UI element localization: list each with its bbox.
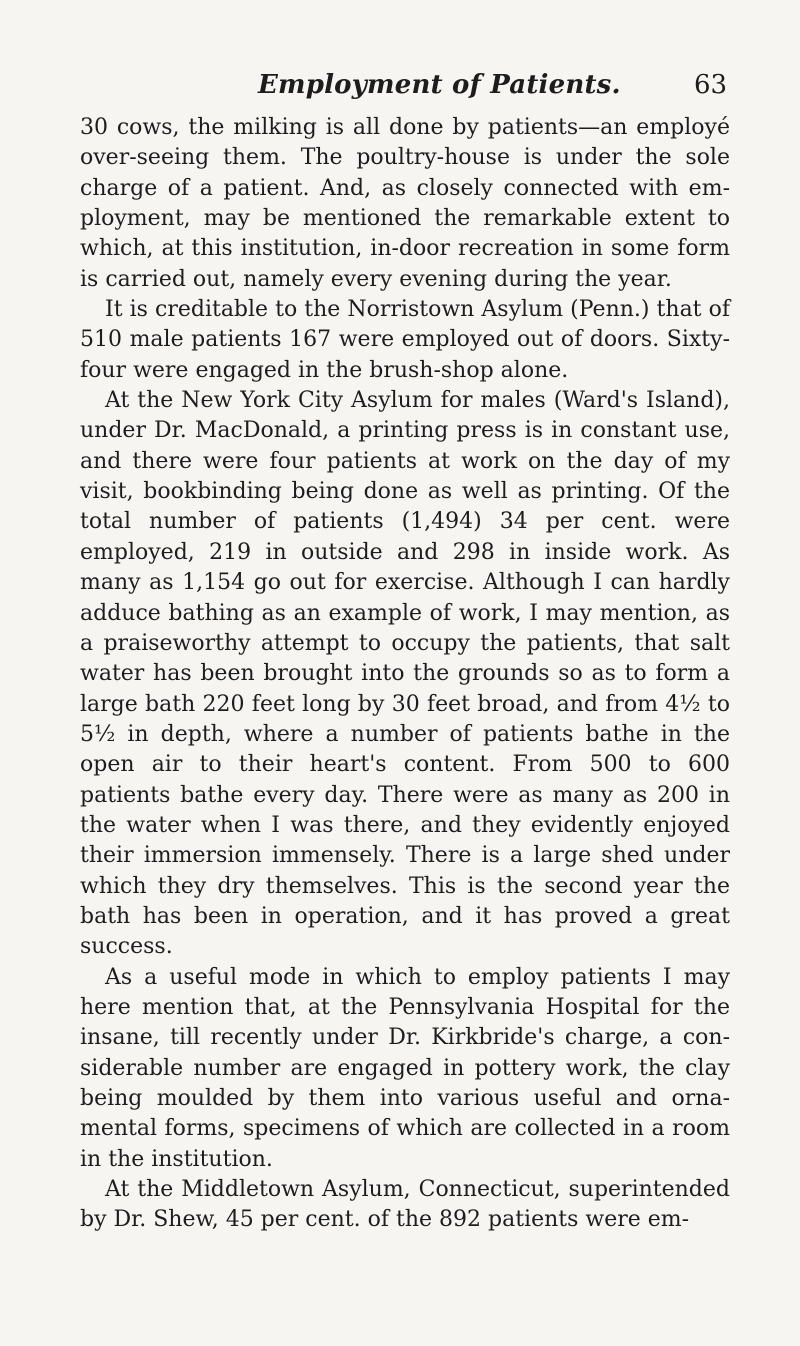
page-number: 63: [694, 70, 728, 100]
running-header: [0, 70, 800, 106]
paragraph-cows: 30 cows, the milking is all done by patients—an employé over-seeing them. The poultry-house is under the sole charge of a patient. And, as closely connected with employment, may be mentioned the remarkable extent to which, at this institution, in-door recreation in some form is carried out, namely every evening during the year.: [80, 115, 730, 292]
body-text: [80, 113, 730, 1236]
paragraph-pennsylvania: As a useful mode in which to employ patients I may here mention that, at the Pennsylvania Hospital for the insane, till recently under Dr. Kirkbride's charge, a considerable number are engaged in pottery work, the clay being moulded by them into various useful and ornamental forms, specimens of which are collected in a room in the institution.: [80, 964, 730, 1172]
paragraph-norristown: It is creditable to the Norristown Asylum (Penn.) that of 510 male patients 167 were employed out of doors. Sixty-four were engaged in the brush-shop alone.: [80, 297, 730, 383]
running-title: Employment of Patients.: [258, 70, 621, 100]
paragraph-middletown: At the Middletown Asylum, Connecticut, superintended by Dr. Shew, 45 per cent. of the 892 patients were em-: [80, 1177, 730, 1233]
paragraph-new-york: At the New York City Asylum for males (Ward's Island), under Dr. MacDonald, a printing press is in constant use, and there were four patients at work on the day of my visit, bookbinding being done as well as printing. Of the total number of patients (1,494) 34 per cent. were employed, 219 in outside and 298 in inside work. As many as 1,154 go out for exercise. Although I can hardly adduce bathing as an example of work, I may mention, as a praiseworthy attempt to occupy the patients, that salt water has been brought into the grounds so as to form a large bath 220 feet long by 30 feet broad, and from 4½ to 5½ in depth, where a number of patients bathe in the open air to their heart's content. From 500 to 600 patients bathe every day. There were as many as 200 in the water when I was there, and they evidently enjoyed their immersion immensely. There is a large shed under which they dry themselves. This is the second year the bath has been in operation, and it has proved a great success.: [80, 388, 730, 960]
